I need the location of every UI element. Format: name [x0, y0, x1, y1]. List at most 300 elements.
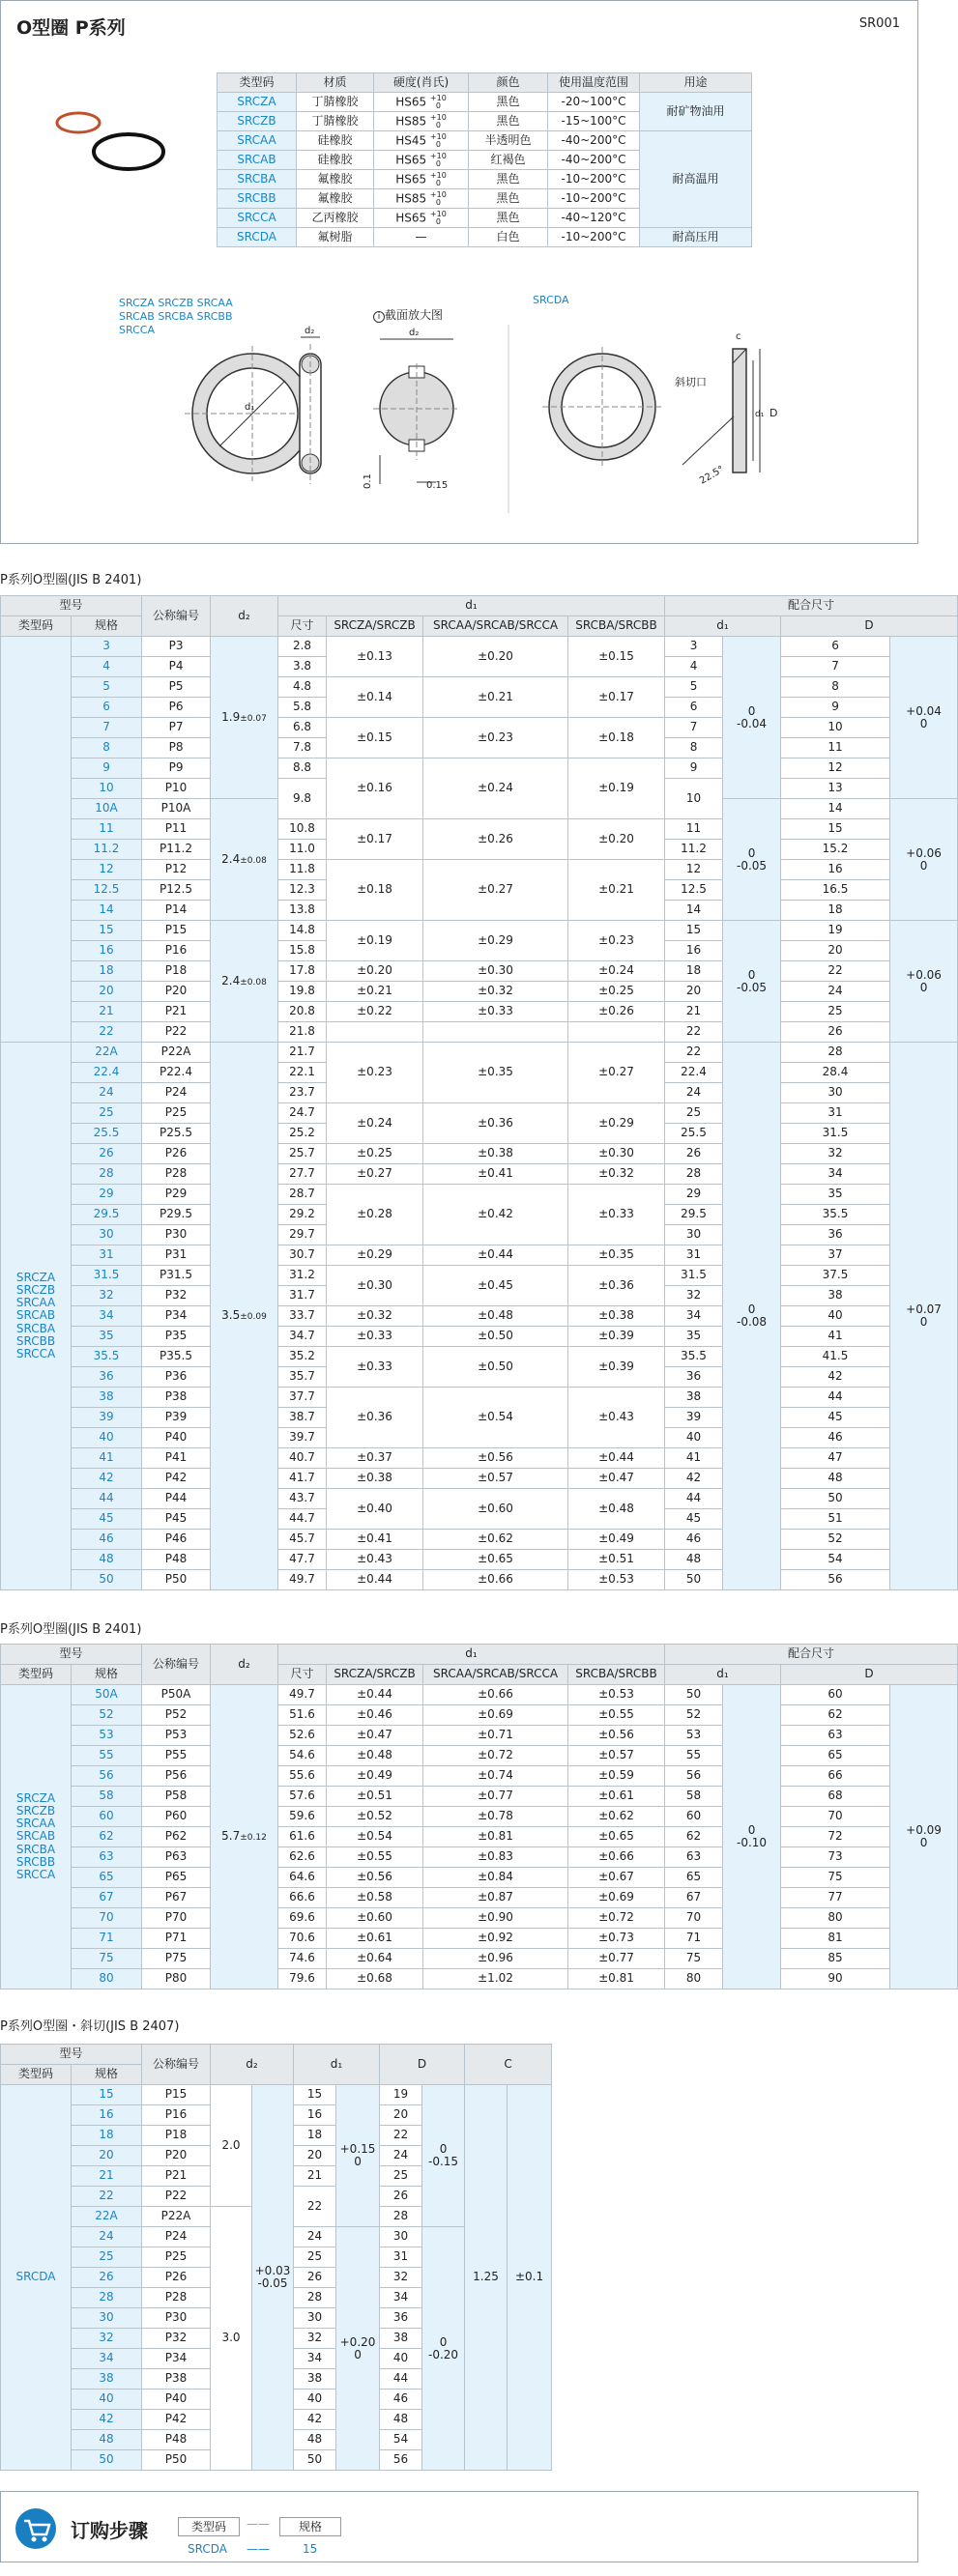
tolerance: ±0.72: [423, 1746, 568, 1766]
material: 氟橡胶: [297, 189, 374, 209]
nominal-number: P24: [142, 1083, 211, 1103]
spec: 42: [72, 2410, 142, 2430]
fit-D: 85: [781, 1949, 890, 1969]
fit-D: 37.5: [781, 1266, 890, 1286]
d2-value: 5.7±0.12: [211, 1685, 278, 1989]
size: 62.6: [278, 1847, 327, 1868]
type-codes: SRCZA SRCZB SRCAA SRCAB SRCBA SRCBB SRCCA: [1, 1043, 72, 1590]
fit-d1: 52: [665, 1705, 723, 1726]
nominal-number: P53: [142, 1726, 211, 1746]
tolerance: ±0.17: [568, 677, 665, 718]
fit-d1: 38: [665, 1388, 723, 1408]
nominal-number: P34: [142, 2349, 211, 2369]
spec: 18: [72, 961, 142, 982]
size: 74.6: [278, 1949, 327, 1969]
fit-d1: 58: [665, 1787, 723, 1807]
spec: 35: [72, 1327, 142, 1347]
order-spec-label: 规格: [279, 2517, 341, 2536]
fit-D: 51: [781, 1509, 890, 1530]
fit-D: 19: [781, 921, 890, 941]
tolerance: ±0.44: [327, 1685, 423, 1705]
tolerance: ±0.19: [327, 921, 423, 961]
size: 47.7: [278, 1550, 327, 1570]
nominal-number: P48: [142, 1550, 211, 1570]
fit-d1: 53: [665, 1726, 723, 1746]
spec: 41: [72, 1448, 142, 1469]
hardness: HS85 +10 0: [374, 112, 469, 131]
tolerance: ±0.83: [423, 1847, 568, 1868]
tolerance: ±0.22: [327, 1002, 423, 1022]
spec: 52: [72, 1705, 142, 1726]
nominal-number: P50: [142, 1570, 211, 1590]
d1-tolerance: +0.20 0: [336, 2227, 380, 2471]
fit-d1: 12.5: [665, 880, 723, 901]
table-header: d₁: [278, 1645, 665, 1665]
fit-D: 70: [781, 1807, 890, 1827]
size: 57.6: [278, 1787, 327, 1807]
D: 34: [380, 2288, 422, 2308]
tolerance: ±0.25: [568, 982, 665, 1002]
tolerance: ±0.43: [327, 1550, 423, 1570]
tolerance: ±0.65: [423, 1550, 568, 1570]
spec: 29.5: [72, 1205, 142, 1225]
tolerance: ±0.54: [327, 1827, 423, 1847]
fit-d1: 9: [665, 758, 723, 779]
D: 31: [380, 2247, 422, 2268]
p-series-table-1: [0, 595, 958, 1590]
spec: 20: [72, 2146, 142, 2166]
nominal-number: P18: [142, 961, 211, 982]
material: 丁腈橡胶: [297, 93, 374, 112]
tolerance: [327, 1022, 423, 1043]
size: 30.7: [278, 1245, 327, 1266]
spec: 32: [72, 2329, 142, 2349]
color: 白色: [469, 228, 548, 247]
fit-d1: 46: [665, 1530, 723, 1550]
nominal-number: P42: [142, 1469, 211, 1489]
spec: 32: [72, 1286, 142, 1306]
spec: 10: [72, 779, 142, 799]
diagram-label-srcda: SRCDA: [533, 294, 569, 306]
size: 44.7: [278, 1509, 327, 1530]
fit-D: 6: [781, 637, 890, 657]
spec: 16: [72, 941, 142, 961]
fit-d1: 45: [665, 1509, 723, 1530]
nominal-number: P11.2: [142, 840, 211, 860]
tolerance: ±0.48: [327, 1746, 423, 1766]
tolerance: ±0.92: [423, 1929, 568, 1949]
fit-d1: 35.5: [665, 1347, 723, 1367]
nominal-number: P39: [142, 1408, 211, 1428]
table-row: [1, 982, 958, 1002]
size: 27.7: [278, 1164, 327, 1185]
order-spec-example: 15: [303, 2542, 318, 2556]
type-code: SRCBB: [218, 189, 297, 209]
nominal-number: P22.4: [142, 1063, 211, 1083]
D: 20: [380, 2105, 422, 2126]
d1: 26: [294, 2268, 336, 2288]
tolerance: ±0.21: [327, 982, 423, 1002]
nominal-number: P4: [142, 657, 211, 677]
spec: 30: [72, 2308, 142, 2329]
spec: 35.5: [72, 1347, 142, 1367]
table-row: [1, 1185, 958, 1205]
table-row: [1, 961, 958, 982]
tolerance: ±0.33: [423, 1002, 568, 1022]
tolerance: ±0.52: [327, 1807, 423, 1827]
fit-D-tolerance: +0.09 0: [890, 1685, 958, 1989]
d1: 28: [294, 2288, 336, 2308]
tolerance: ±0.24: [568, 961, 665, 982]
nominal-number: P25: [142, 2247, 211, 2268]
fit-d1: 24: [665, 1083, 723, 1103]
size: 5.8: [278, 698, 327, 718]
size: 25.7: [278, 1144, 327, 1164]
size: 54.6: [278, 1746, 327, 1766]
spec: 36: [72, 1367, 142, 1388]
svg-text:d₁: d₁: [755, 410, 765, 419]
fit-D: 14: [781, 799, 890, 819]
tolerance: ±0.71: [423, 1726, 568, 1746]
nominal-number: P28: [142, 1164, 211, 1185]
fit-D-tolerance: +0.06 0: [890, 921, 958, 1043]
D: 22: [380, 2126, 422, 2146]
tolerance: ±0.39: [568, 1327, 665, 1347]
tolerance: ±0.57: [423, 1469, 568, 1489]
tolerance: ±0.51: [568, 1550, 665, 1570]
fit-D: 31.5: [781, 1124, 890, 1144]
spec: 65: [72, 1868, 142, 1888]
fit-d1: 31: [665, 1245, 723, 1266]
nominal-number: P26: [142, 1144, 211, 1164]
size: 66.6: [278, 1888, 327, 1908]
d2-value: 3.0: [211, 2207, 252, 2471]
tolerance: ±0.17: [327, 819, 423, 860]
C-tolerance: ±0.1: [508, 2085, 552, 2471]
usage: 耐高温用: [640, 131, 752, 228]
table-header: 型号: [1, 1645, 142, 1665]
table-header: 公称编号: [142, 596, 211, 637]
fit-d1: 44: [665, 1489, 723, 1509]
fit-d1: 42: [665, 1469, 723, 1489]
fit-D: 12: [781, 758, 890, 779]
tolerance: ±0.73: [568, 1929, 665, 1949]
table-header: D: [781, 1665, 958, 1685]
tolerance: ±0.50: [423, 1347, 568, 1388]
table-row: [1, 1827, 958, 1847]
table-row: [1, 1746, 958, 1766]
page-title: O型圈 P系列: [16, 17, 126, 39]
fit-d1: 50: [665, 1570, 723, 1590]
oring-black: [94, 134, 163, 169]
table-row: [1, 2085, 552, 2105]
D: 40: [380, 2349, 422, 2369]
material: 氟橡胶: [297, 170, 374, 189]
size: 2.8: [278, 637, 327, 657]
table-row: [1, 921, 958, 941]
nominal-number: P36: [142, 1367, 211, 1388]
tolerance: ±0.33: [327, 1327, 423, 1347]
spec: 50: [72, 2450, 142, 2471]
spec: 31.5: [72, 1266, 142, 1286]
size: 37.7: [278, 1388, 327, 1408]
fit-d1: 67: [665, 1888, 723, 1908]
spec: 50: [72, 1570, 142, 1590]
tolerance: ±0.87: [423, 1888, 568, 1908]
type-codes-empty: [1, 637, 72, 1043]
size: 31.2: [278, 1266, 327, 1286]
fit-d1-tolerance: 0 -0.05: [723, 921, 781, 1043]
spec: 14: [72, 901, 142, 921]
tolerance: ±0.47: [568, 1469, 665, 1489]
nominal-number: P60: [142, 1807, 211, 1827]
type-code: SRCBA: [218, 170, 297, 189]
fit-D: 34: [781, 1164, 890, 1185]
nominal-number: P18: [142, 2126, 211, 2146]
fit-d1: 10: [665, 779, 723, 819]
svg-text:d₁: d₁: [245, 402, 255, 413]
fit-D: 38: [781, 1286, 890, 1306]
tolerance: ±0.27: [568, 1043, 665, 1103]
D: 19: [380, 2085, 422, 2105]
size: 34.7: [278, 1327, 327, 1347]
oring-product-image: [51, 107, 177, 175]
table-row: [1, 1888, 958, 1908]
spec: 22A: [72, 1043, 142, 1063]
d1: 15: [294, 2085, 336, 2105]
fit-d1: 62: [665, 1827, 723, 1847]
tolerance: ±0.13: [327, 637, 423, 677]
size: 51.6: [278, 1705, 327, 1726]
fit-d1: 28: [665, 1164, 723, 1185]
nominal-number: P42: [142, 2410, 211, 2430]
table-row: [1, 1043, 958, 1063]
tolerance: ±0.24: [327, 1103, 423, 1144]
d1: 34: [294, 2349, 336, 2369]
fit-d1: 21: [665, 1002, 723, 1022]
size: 24.7: [278, 1103, 327, 1124]
table-header: 规格: [72, 2065, 142, 2085]
fit-d1: 11: [665, 819, 723, 840]
table-row: [1, 1448, 958, 1469]
fit-D: 68: [781, 1787, 890, 1807]
fit-d1: 71: [665, 1929, 723, 1949]
tolerance: ±0.69: [568, 1888, 665, 1908]
table-header: SRCZA/SRCZB: [327, 1665, 423, 1685]
table-row: [1, 1685, 958, 1705]
nominal-number: P40: [142, 2390, 211, 2410]
fit-D: 15.2: [781, 840, 890, 860]
table-header: 类型码: [1, 1665, 72, 1685]
tolerance: ±0.36: [327, 1388, 423, 1448]
size: 52.6: [278, 1726, 327, 1746]
tolerance: ±0.69: [423, 1705, 568, 1726]
nominal-number: P40: [142, 1428, 211, 1448]
size: 3.8: [278, 657, 327, 677]
fit-D: 20: [781, 941, 890, 961]
tolerance: ±0.35: [568, 1245, 665, 1266]
tolerance: ±0.27: [423, 860, 568, 921]
fit-D: 18: [781, 901, 890, 921]
size: 61.6: [278, 1827, 327, 1847]
spec: 50A: [72, 1685, 142, 1705]
size: 17.8: [278, 961, 327, 982]
spec: 30: [72, 1225, 142, 1245]
spec: 16: [72, 2105, 142, 2126]
tolerance: ±0.78: [423, 1807, 568, 1827]
table-row: [1, 1847, 958, 1868]
d1: 30: [294, 2308, 336, 2329]
nominal-number: P67: [142, 1888, 211, 1908]
material: 氟树脂: [297, 228, 374, 247]
table-row: [1, 1787, 958, 1807]
size: 20.8: [278, 1002, 327, 1022]
fit-D: 26: [781, 1022, 890, 1043]
size: 11.8: [278, 860, 327, 880]
usage: 耐矿物油用: [640, 93, 752, 131]
tolerance: ±0.61: [568, 1787, 665, 1807]
fit-D: 90: [781, 1969, 890, 1989]
fit-d1: 20: [665, 982, 723, 1002]
fit-D-tolerance: +0.06 0: [890, 799, 958, 921]
spec: 26: [72, 2268, 142, 2288]
svg-text:0.15: 0.15: [426, 480, 449, 491]
spec: 56: [72, 1766, 142, 1787]
table-header: D: [380, 2045, 465, 2085]
table-row: [1, 1489, 958, 1509]
fit-D: 25: [781, 1002, 890, 1022]
product-card: [0, 0, 918, 544]
tolerance: ±0.48: [568, 1489, 665, 1530]
spec: 15: [72, 921, 142, 941]
nominal-number: P20: [142, 2146, 211, 2166]
tolerance: ±0.65: [568, 1827, 665, 1847]
tolerance: ±0.15: [568, 637, 665, 677]
tolerance: ±0.21: [568, 860, 665, 921]
spec: 46: [72, 1530, 142, 1550]
size: 35.2: [278, 1347, 327, 1367]
table-row: [1, 1103, 958, 1124]
color: 黑色: [469, 189, 548, 209]
size: 41.7: [278, 1469, 327, 1489]
svg-text:22.5°: 22.5°: [698, 464, 727, 487]
fit-D: 62: [781, 1705, 890, 1726]
size: 70.6: [278, 1929, 327, 1949]
d2-value: 3.5±0.09: [211, 1043, 278, 1590]
spec: 24: [72, 1083, 142, 1103]
material: 丁腈橡胶: [297, 112, 374, 131]
svg-text:d₂: d₂: [305, 326, 315, 336]
C-value: 1.25: [465, 2085, 508, 2471]
order-separator: ——: [247, 2517, 270, 2531]
table-header: 配合尺寸: [665, 596, 958, 616]
d1: 16: [294, 2105, 336, 2126]
fit-d1: 65: [665, 1868, 723, 1888]
nominal-number: P25: [142, 1103, 211, 1124]
order-type-example: SRCDA: [188, 2542, 227, 2556]
tolerance: ±0.14: [327, 677, 423, 718]
table-row: [1, 1164, 958, 1185]
tolerance: ±0.26: [423, 819, 568, 860]
nominal-number: P32: [142, 2329, 211, 2349]
table-row: [1, 1347, 958, 1367]
table-header: 类型码: [1, 2065, 72, 2085]
D-tolerance: 0 -0.15: [422, 2085, 465, 2227]
tolerance: ±0.60: [327, 1908, 423, 1929]
fit-d1: 36: [665, 1367, 723, 1388]
tolerance: ±0.20: [568, 819, 665, 860]
nominal-number: P29: [142, 1185, 211, 1205]
nominal-number: P22A: [142, 2207, 211, 2227]
fit-d1: 3: [665, 637, 723, 657]
size: 25.2: [278, 1124, 327, 1144]
spec: 62: [72, 1827, 142, 1847]
size: 45.7: [278, 1530, 327, 1550]
tolerance: ±0.18: [568, 718, 665, 758]
nominal-number: P55: [142, 1746, 211, 1766]
tolerance: [568, 1022, 665, 1043]
d1: 18: [294, 2126, 336, 2146]
size: 12.3: [278, 880, 327, 901]
fit-D: 30: [781, 1083, 890, 1103]
fit-D: 35.5: [781, 1205, 890, 1225]
spec: 70: [72, 1908, 142, 1929]
size: 29.2: [278, 1205, 327, 1225]
table-header: 型号: [1, 2045, 142, 2065]
tolerance: ±0.20: [327, 961, 423, 982]
color: 红褐色: [469, 151, 548, 170]
fit-D: 10: [781, 718, 890, 738]
spec: 38: [72, 1388, 142, 1408]
table-header: 公称编号: [142, 2045, 211, 2085]
fit-D: 81: [781, 1929, 890, 1949]
table-header: 公称编号: [142, 1645, 211, 1685]
table-row: [1, 1726, 958, 1746]
fit-d1: 70: [665, 1908, 723, 1929]
nominal-number: P21: [142, 1002, 211, 1022]
material: 硅橡胶: [297, 131, 374, 151]
type-code: SRCDA: [1, 2085, 72, 2471]
fit-d1: 40: [665, 1428, 723, 1448]
size: 14.8: [278, 921, 327, 941]
fit-d1: 55: [665, 1746, 723, 1766]
tolerance: ±0.38: [568, 1306, 665, 1327]
fit-d1: 80: [665, 1969, 723, 1989]
table-header: 规格: [72, 616, 142, 637]
fit-D: 66: [781, 1766, 890, 1787]
table-row: [1, 1969, 958, 1989]
order-type-label: 类型码: [178, 2517, 240, 2536]
table-header: SRCAA/SRCAB/SRCCA: [423, 1665, 568, 1685]
tolerance: ±0.25: [327, 1144, 423, 1164]
D: 26: [380, 2187, 422, 2207]
hardness: HS65 +10 0: [374, 151, 469, 170]
nominal-number: P46: [142, 1530, 211, 1550]
tolerance: ±0.67: [568, 1868, 665, 1888]
nominal-number: P35: [142, 1327, 211, 1347]
tolerance: ±0.59: [568, 1766, 665, 1787]
size: 22.1: [278, 1063, 327, 1083]
fit-d1: 26: [665, 1144, 723, 1164]
tolerance: ±0.53: [568, 1685, 665, 1705]
d1: 24: [294, 2227, 336, 2247]
tolerance: ±0.29: [423, 921, 568, 961]
size: 31.7: [278, 1286, 327, 1306]
type-codes: SRCZA SRCZB SRCAA SRCAB SRCBA SRCBB SRCCA: [1, 1685, 72, 1989]
nominal-number: P75: [142, 1949, 211, 1969]
fit-D: 15: [781, 819, 890, 840]
spec: 28: [72, 2288, 142, 2308]
